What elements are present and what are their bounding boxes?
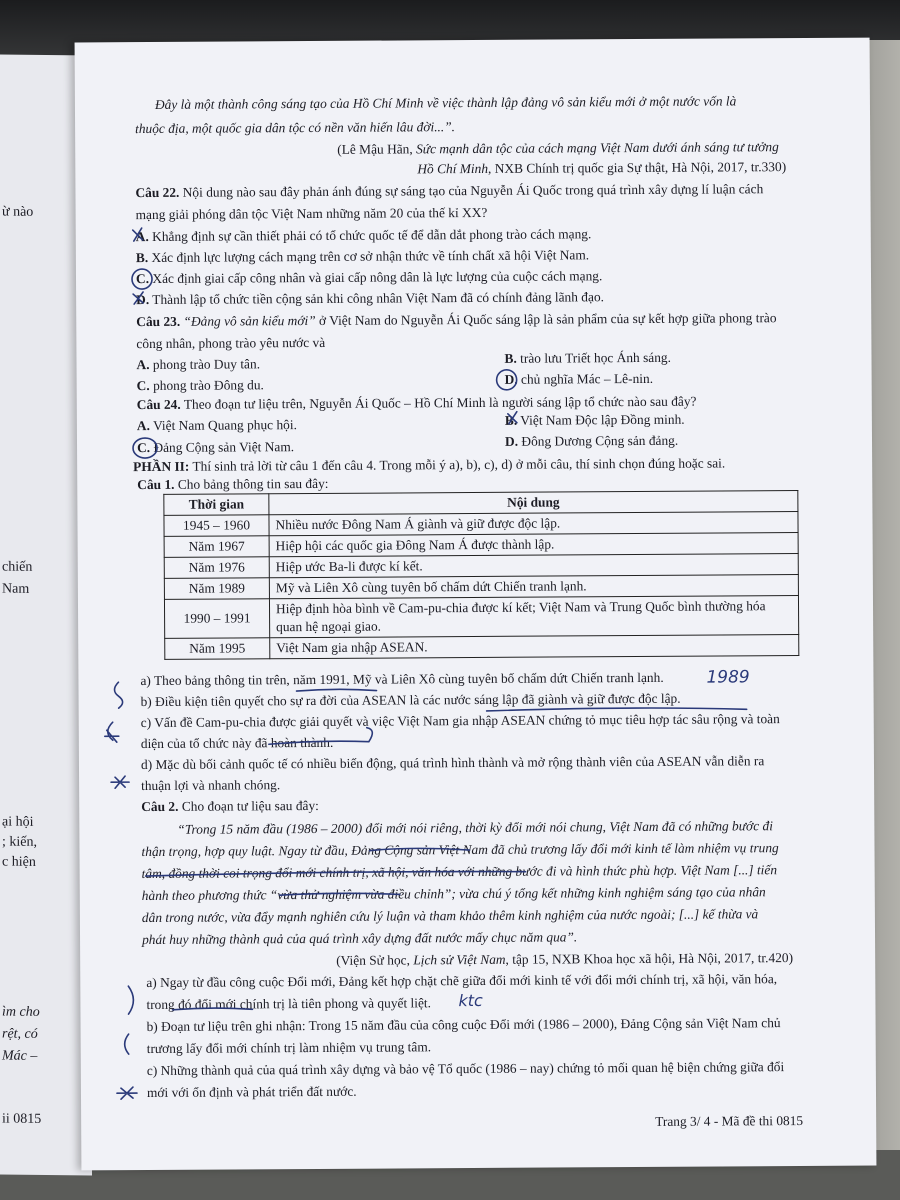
option-c[interactable]: C. phong trào Đông du. <box>136 377 264 394</box>
source-citation: (Lê Mậu Hãn, Sức mạnh dân tộc của cách mạng Việt Nam dưới ánh sáng tư tưởng <box>337 139 779 157</box>
option-a[interactable]: A. Việt Nam Quang phục hội. <box>136 417 297 434</box>
left-fragment: rệt, có <box>2 1026 38 1042</box>
table-row <box>164 596 798 639</box>
table-cell: Năm 1989 <box>164 578 269 600</box>
table-row <box>165 635 799 660</box>
quote-line: “Trong 15 năm đầu (1986 – 2000) đổi mới nói riêng, thời kỳ đổi mới nói chung, Việt Nam đã có những bước đi <box>177 818 773 837</box>
option-b[interactable]: B. Việt Nam Độc lập Đồng minh. <box>504 411 685 428</box>
table-cell: Hiệp ước Ba-li được kí kết. <box>269 554 798 578</box>
left-fragment: ừ nào <box>2 204 34 220</box>
option-b[interactable]: B. Xác định lực lượng cách mạng trên cơ sở nhận thức về tính chất xã hội Việt Nam. <box>135 247 590 266</box>
statement-b-cont: trương lấy đổi mới chính trị làm nhiệm vụ trung tâm. <box>146 1039 432 1057</box>
quote-line: hành theo phương thức “vừa thử nghiệm vừa điều chỉnh”; vừa chú ý tổng kết những kinh nghiệm sáng tạo của nhân <box>141 884 766 904</box>
question-22: Câu 22. Nội dung nào sau đây phản ánh đúng sự sáng tạo của Nguyễn Ái Quốc trong quá trình xây dựng lí luận cách <box>135 181 764 201</box>
option-a[interactable]: A. Khẳng định sự cần thiết phải có tổ chức quốc tế để dẫn dắt phong trào cách mạng. <box>135 226 592 245</box>
left-fragment: chiến <box>2 559 33 575</box>
quote-line: dân trong nước, vừa đẩy mạnh nghiên cứu lý luận và tham khảo thêm kinh nghiệm của nước ngoài; [...] kế thừa và <box>141 906 759 926</box>
question-22-stem: mạng giải phóng dân tộc Việt Nam những năm 20 của thế kỉ XX? <box>135 204 488 223</box>
pen-star-mark <box>117 1087 137 1099</box>
left-fragment: ìm cho <box>2 1004 40 1020</box>
left-fragment: Mác – <box>2 1048 38 1064</box>
question-24: Câu 24. Theo đoạn tư liệu trên, Nguyễn Ái Quốc – Hồ Chí Minh là người sáng lập tổ chức nào sau đây? <box>136 393 697 413</box>
question-part2-1: Câu 1. Cho bảng thông tin sau đây: <box>137 475 329 493</box>
pen-mark <box>105 722 119 742</box>
pen-bracket <box>125 1034 129 1054</box>
pen-bracket <box>128 986 133 1014</box>
table-cell: Hiệp định hòa bình về Cam-pu-chia được kí kết; Việt Nam và Trung Quốc bình thường hóa quan hệ ngoại giao. <box>269 596 798 638</box>
option-d[interactable]: D. Thành lập tổ chức tiền cộng sản khi công nhân Việt Nam đã có chính đảng lãnh đạo. <box>136 289 604 308</box>
left-fragment: ; kiến, <box>2 834 37 850</box>
table-cell: Việt Nam gia nhập ASEAN. <box>270 635 799 659</box>
option-c[interactable]: C. Đảng Cộng sản Việt Nam. <box>136 439 295 456</box>
source-citation: Hồ Chí Minh, NXB Chính trị quốc gia Sự thật, Hà Nội, 2017, tr.330) <box>417 159 787 177</box>
quote-line: thuộc địa, một quốc gia dân tộc có nền văn hiến lâu đời...”. <box>135 119 456 137</box>
option-c[interactable]: C. Xác định giai cấp công nhân và giai cấp nông dân là lực lượng của cuộc cách mạng. <box>135 268 603 287</box>
statement-a[interactable]: a) Theo bảng thông tin trên, năm 1991, Mỹ và Liên Xô cùng tuyên bố chấm dứt Chiến tranh lạnh. <box>140 669 664 689</box>
statement-c-cont: diện của tổ chức này đã hoàn thành. <box>140 734 334 752</box>
table-cell: Nhiều nước Đông Nam Á giành và giữ được độc lập. <box>269 512 798 536</box>
statement-c[interactable]: c) Vấn đề Cam-pu-chia được giải quyết và việc Việt Nam gia nhập ASEAN chứng tỏ mục tiêu hợp tác sâu rộng và toàn <box>140 711 780 731</box>
table-cell: Hiệp hội các quốc gia Đông Nam Á được thành lập. <box>269 533 798 557</box>
table-header: Nội dung <box>269 491 798 515</box>
handwritten-note: ktc <box>458 990 483 1011</box>
table-cell: 1945 – 1960 <box>164 515 269 537</box>
exam-page <box>75 38 877 1171</box>
left-fragment: c hiện <box>2 854 36 870</box>
question-23: Câu 23. “Đảng vô sản kiểu mới” ở Việt Nam do Nguyễn Ái Quốc sáng lập là sản phẩm của sự kết hợp giữa phong trào <box>136 310 777 330</box>
option-a[interactable]: A. phong trào Duy tân. <box>136 356 261 373</box>
table-cell: 1990 – 1991 <box>164 599 269 639</box>
statement-a-cont: trong đó đổi mới chính trị là tiên phong và quyết liệt. <box>146 995 432 1013</box>
handwritten-year: 1989 <box>706 667 750 688</box>
statement-a[interactable]: a) Ngay từ đầu công cuộc Đổi mới, Đảng kết hợp chặt chẽ giữa đổi mới kinh tế với đổi mới chính trị, xã hội, văn hóa, <box>146 971 778 991</box>
quote-line: tâm, đồng thời coi trọng đổi mới chính trị, xã hội, văn hóa với những bước đi và hình thức phù hợp. Việt Nam [...] tiến <box>141 862 778 882</box>
statement-c[interactable]: c) Những thành quả của quá trình xây dựng và bảo vệ Tổ quốc (1986 – nay) chứng tỏ mối quan hệ biện chứng giữa đổi <box>146 1059 785 1079</box>
table-header: Thời gian <box>164 494 269 516</box>
option-b[interactable]: B. trào lưu Triết học Ánh sáng. <box>504 349 672 366</box>
part-2-instruction: PHẦN II: Thí sinh trả lời từ câu 1 đến câu 4. Trong mỗi ý a), b), c), d) ở mỗi câu, thí sinh chọn đúng hoặc sai. <box>133 455 726 475</box>
info-table <box>163 490 799 660</box>
table-cell: Mỹ và Liên Xô cùng tuyên bố chấm dứt Chiến tranh lạnh. <box>269 575 798 599</box>
question-part2-2: Câu 2. Cho đoạn tư liệu sau đây: <box>141 797 319 815</box>
option-d[interactable]: D. Đông Dương Cộng sản đảng. <box>504 432 679 449</box>
left-fragment: ại hội <box>2 814 34 830</box>
pen-bracket <box>114 682 122 708</box>
page-footer: Trang 3/ 4 - Mã đề thi 0815 <box>655 1113 804 1129</box>
statement-d[interactable]: d) Mặc dù bối cảnh quốc tế có nhiều biến động, quá trình hình thành và mở rộng thành viên của ASEAN vẫn diễn ra <box>140 753 765 773</box>
table-cell: Năm 1995 <box>165 638 270 660</box>
left-fragment: Nam <box>2 581 30 597</box>
table-cell: Năm 1976 <box>164 557 269 579</box>
statement-c-cont: mới với ổn định và phát triển đất nước. <box>146 1083 357 1101</box>
left-fragment: ii 0815 <box>2 1111 42 1127</box>
option-d[interactable]: D. chủ nghĩa Mác – Lê-nin. <box>504 370 654 387</box>
quote-line: Đây là một thành công sáng tạo của Hồ Chí Minh về việc thành lập đảng vô sản kiểu mới ở một nước vốn là <box>154 93 737 112</box>
statement-b[interactable]: b) Đoạn tư liệu trên ghi nhận: Trong 15 năm đầu của công cuộc Đổi mới (1986 – 2000), Đảng Cộng sản Việt Nam chủ <box>146 1015 781 1035</box>
source-citation: (Viện Sử học, Lịch sử Việt Nam, tập 15, NXB Khoa học xã hội, Hà Nội, 2017, tr.420) <box>336 950 794 968</box>
statement-d-cont: thuận lợi và nhanh chóng. <box>141 777 281 794</box>
quote-line: phát huy những thành quả của quá trình xây dựng đất nước mấy chục năm qua”. <box>141 929 578 948</box>
quote-line: thận trọng, hợp quy luật. Ngay từ đầu, Đảng Cộng sản Việt Nam đã chủ trương lấy đổi mới kinh tế làm nhiệm vụ trung <box>141 840 779 860</box>
question-23-stem: công nhân, phong trào yêu nước và <box>136 334 326 352</box>
pen-star-mark <box>111 776 129 788</box>
table-cell: Năm 1967 <box>164 536 269 558</box>
statement-b[interactable]: b) Điều kiện tiên quyết cho sự ra đời của ASEAN là các nước sáng lập đã giành và giữ được độc lập. <box>140 690 681 710</box>
